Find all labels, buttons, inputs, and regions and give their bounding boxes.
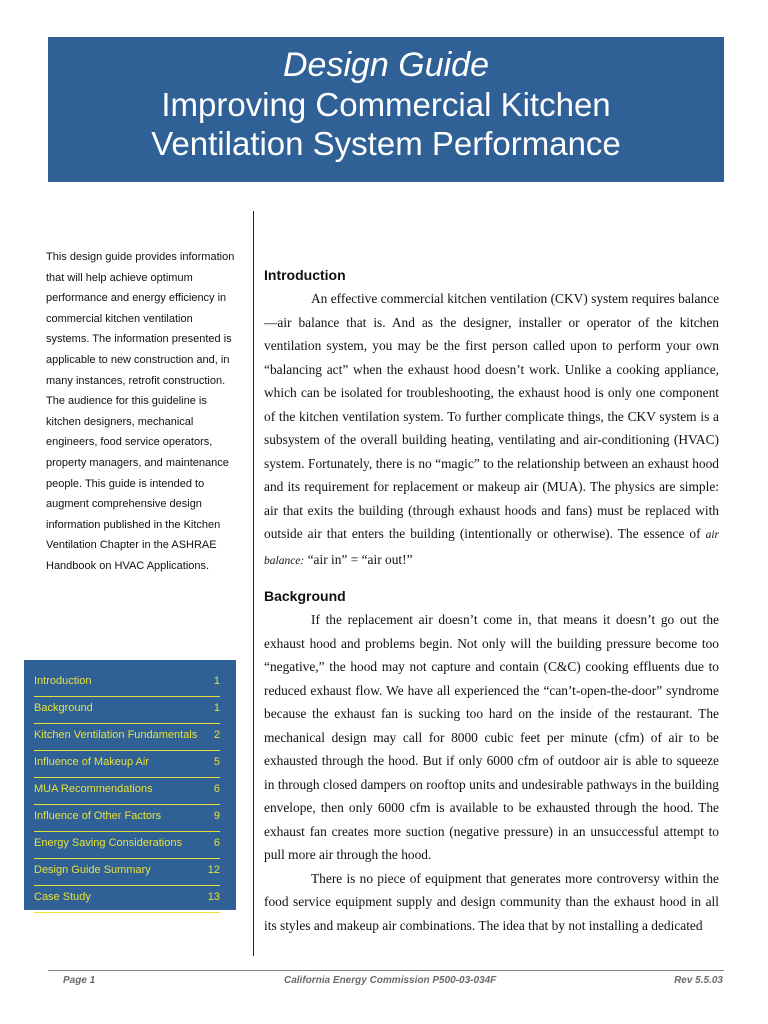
main-column: [264, 265, 719, 937]
toc-item-case-study[interactable]: [34, 886, 220, 913]
toc-label: MUA Recommendations: [34, 783, 153, 795]
intro-text-end: “air in” = “air out!”: [304, 551, 413, 567]
banner-title-line2: Ventilation System Performance: [151, 125, 621, 162]
banner-title-line1: Improving Commercial Kitchen: [161, 86, 611, 123]
toc-item-background[interactable]: [34, 697, 220, 724]
toc-item-introduction[interactable]: [34, 670, 220, 697]
toc-item-influence-of-makeup-air[interactable]: [34, 751, 220, 778]
footer-page-number: Page 1: [63, 975, 96, 986]
toc-page: 6: [213, 783, 220, 795]
abstract-text: This design guide provides information that will help achieve optimum performance and energy efficiency in commercial kitchen ventilation systems. The information presented is applicable to new construction and, in many instances, retrofit construction. The audience for this guideline is kitchen designers, mechanical engineers, food service operators, property managers, and maintenance people. This guide is intended to augment comprehensive design information published in the Kitchen Ventilation Chapter in the ASHRAE Handbook on HVAC Applications.: [46, 251, 235, 572]
toc-page: 13: [207, 891, 220, 903]
toc-label: Background: [34, 702, 93, 714]
toc-label: Design Guide Summary: [34, 864, 151, 876]
toc-item-influence-of-other-factors[interactable]: [34, 805, 220, 832]
toc-page: 1: [213, 702, 220, 714]
toc-page: 1: [213, 675, 220, 687]
toc-page: 2: [213, 729, 220, 741]
banner-kicker: Design Guide: [282, 46, 489, 84]
toc-item-mua-recommendations[interactable]: [34, 778, 220, 805]
column-divider: [253, 211, 254, 956]
toc-item-energy-saving-considerations[interactable]: [34, 832, 220, 859]
toc-label: Energy Saving Considerations: [34, 837, 182, 849]
intro-italic-term: air balance:: [264, 529, 719, 567]
footer-divider: [48, 970, 724, 971]
toc-item-design-guide-summary[interactable]: [34, 859, 220, 886]
toc-label: Case Study: [34, 891, 91, 903]
toc-item-kitchen-ventilation-fundamentals[interactable]: [34, 724, 220, 751]
table-of-contents: [24, 660, 236, 910]
toc-page: 12: [207, 864, 220, 876]
toc-label: Influence of Makeup Air: [34, 756, 149, 768]
toc-label: Influence of Other Factors: [34, 810, 162, 822]
background-paragraph-1: If the replacement air doesn’t come in, that means it doesn’t go out the exhaust hood and problems begin. Not only will the building pressure become too “negative,” the hood may not capture and contain (C&C) cooking effluents due to reduced exhaust flow. We have all experienced the “can’t-open-the-door” syndrome because the exhaust fan is sucking too hard on the inside of the restaurant. The mechanical design may call for 8000 cubic feet per minute (cfm) of air to be exhausted through the hood. But if only 6000 cfm of outdoor air is able to squeeze in through closed dampers on rooftop units and undesirable pathways in the building envelope, then only 6000 cfm is available to be exhausted through the hood. The exhaust fan creates more suction (negative pressure) in an unsuccessful attempt to pull more air through the hood.: [264, 612, 719, 862]
footer-publisher: California Energy Commission P500-03-034F: [284, 975, 497, 986]
toc-label: Kitchen Ventilation Fundamentals: [34, 729, 198, 741]
introduction-heading: Introduction: [264, 267, 346, 283]
intro-text: An effective commercial kitchen ventilation (CKV) system requires balance—air balance that is. And as the designer, installer or operator of the kitchen ventilation system, you may be the first person called upon to perform your own “balancing act” when the exhaust hood doesn’t work. Unlike a cooking appliance, which can be isolated for troubleshooting, the exhaust hood is only one component of the kitchen ventilation system. To further complicate things, the CKV system is a subsystem of the overall building heating, ventilating and air-conditioning (HVAC) system. Fortunately, there is no “magic” to the relationship between an exhaust hood and its requirement for replacement or makeup air (MUA). The physics are simple: air that exits the building (through exhaust hoods and fans) must be replaced with outside air that enters the building (intentionally or otherwise). The essence of: [264, 291, 720, 541]
toc-label: Introduction: [34, 675, 92, 687]
toc-page: 6: [213, 837, 220, 849]
toc-page: 9: [213, 810, 220, 822]
title-banner: [48, 37, 724, 182]
background-paragraph-2: There is no piece of equipment that generates more controversy within the food service equipment supply and design community than the exhaust hood in all its styles and makeup air combinations. The idea that by not installing a dedicated: [264, 870, 719, 933]
background-heading: Background: [264, 588, 346, 604]
toc-page: 5: [213, 756, 220, 768]
footer-revision: Rev 5.5.03: [674, 975, 723, 986]
introduction-paragraph: [264, 287, 719, 573]
